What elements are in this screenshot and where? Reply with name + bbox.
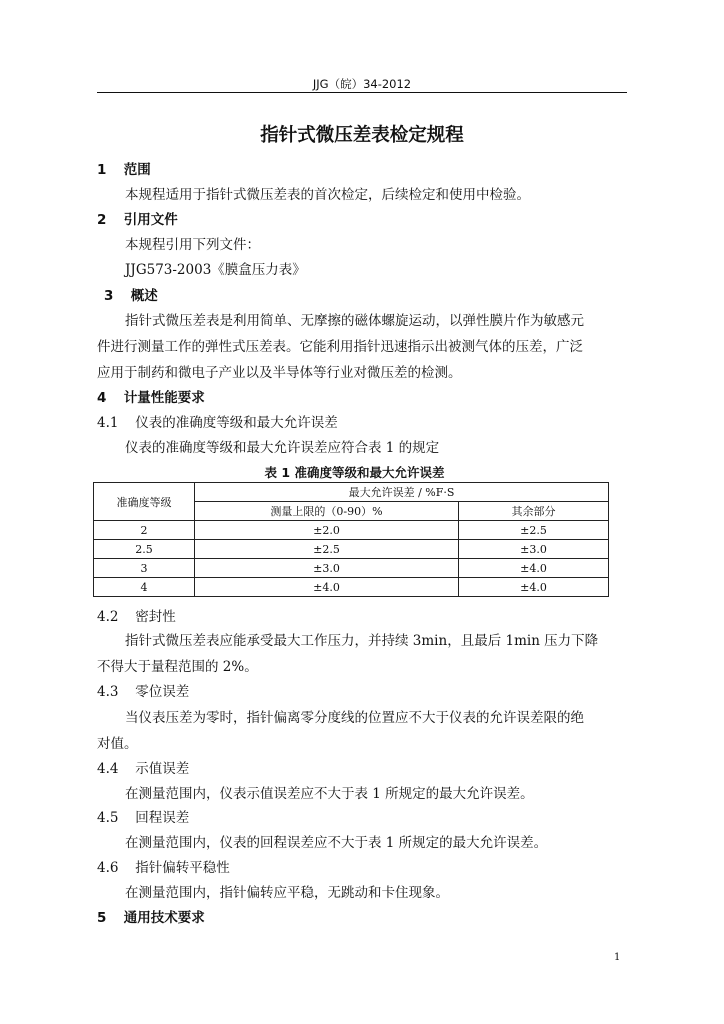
subsection-number: 4.4	[97, 761, 119, 777]
table-caption: 表 1 准确度等级和最大允许误差	[264, 465, 445, 480]
cell-grade: 2	[94, 521, 195, 540]
subsection-4-6-heading	[97, 858, 230, 878]
section-number: 5	[97, 910, 107, 926]
cell-range: ±2.0	[195, 521, 459, 540]
subsection-4-3-line-2: 对值。	[97, 736, 138, 752]
section-1-heading	[97, 160, 151, 180]
header-mpe: 最大允许误差 / %F·S	[195, 483, 609, 502]
cell-rest: ±2.5	[459, 521, 609, 540]
section-title: 计量性能要求	[123, 390, 205, 406]
page-number: 1	[614, 952, 621, 963]
header-range: 测量上限的（0-90）%	[195, 502, 459, 521]
cell-grade: 2.5	[94, 540, 195, 559]
subsection-title: 仪表的准确度等级和最大允许误差	[135, 415, 338, 431]
subsection-4-2-line-2: 不得大于量程范围的 2%。	[97, 659, 258, 675]
section-3-line-3: 应用于制药和微电子产业以及半导体等行业对微压差的检测。	[97, 365, 462, 381]
table-row	[94, 540, 609, 559]
header-rest: 其余部分	[459, 502, 609, 521]
cell-grade: 3	[94, 559, 195, 578]
subsection-number: 4.2	[97, 609, 119, 625]
cell-range: ±2.5	[195, 540, 459, 559]
table-row	[94, 559, 609, 578]
subsection-4-5-text: 在测量范围内，仪表的回程误差应不大于表 1 所规定的最大允许误差。	[125, 835, 548, 851]
section-2-heading	[97, 210, 178, 230]
section-number: 1	[97, 162, 107, 178]
section-3-line-2: 件进行测量工作的弹性式压差表。它能利用指针迅速指示出被测气体的压差，广泛	[97, 339, 583, 355]
running-header: JJG（皖）34-2012	[312, 77, 412, 91]
subsection-number: 4.3	[97, 684, 119, 700]
subsection-number: 4.6	[97, 860, 119, 876]
section-title: 概述	[130, 288, 158, 304]
section-number: 3	[104, 288, 114, 304]
subsection-4-6-text: 在测量范围内，指针偏转应平稳，无跳动和卡住现象。	[125, 885, 449, 901]
subsection-number: 4.1	[97, 415, 119, 431]
cell-rest: ±3.0	[459, 540, 609, 559]
reference-document: JJG573-2003《膜盒压力表》	[125, 262, 306, 278]
cell-rest: ±4.0	[459, 559, 609, 578]
cell-rest: ±4.0	[459, 578, 609, 597]
cell-grade: 4	[94, 578, 195, 597]
section-title: 范围	[123, 162, 151, 178]
accuracy-table	[93, 482, 609, 597]
subsection-title: 密封性	[135, 609, 176, 625]
subsection-title: 示值误差	[135, 761, 190, 777]
subsection-4-2-heading	[97, 607, 176, 627]
subsection-4-2-line-1: 指针式微压差表应能承受最大工作压力，并持续 3min，且最后 1min 压力下降	[125, 633, 599, 649]
subsection-number: 4.5	[97, 810, 119, 826]
header-grade: 准确度等级	[94, 483, 195, 521]
section-2-text: 本规程引用下列文件：	[125, 237, 260, 253]
section-title: 引用文件	[123, 212, 178, 228]
section-4-heading	[97, 388, 205, 408]
document-title: 指针式微压差表检定规程	[260, 125, 464, 146]
subsection-title: 回程误差	[135, 810, 190, 826]
header-rule	[97, 92, 627, 93]
subsection-4-1-text: 仪表的准确度等级和最大允许误差应符合表 1 的规定	[125, 440, 440, 456]
subsection-title: 零位误差	[135, 684, 190, 700]
table-row	[94, 521, 609, 540]
section-5-heading	[97, 908, 205, 928]
section-number: 2	[97, 212, 107, 228]
section-1-text: 本规程适用于指针式微压差表的首次检定，后续检定和使用中检验。	[125, 187, 530, 203]
section-title: 通用技术要求	[123, 910, 205, 926]
section-number: 4	[97, 390, 107, 406]
subsection-4-3-heading	[97, 682, 189, 702]
cell-range: ±3.0	[195, 559, 459, 578]
subsection-4-4-text: 在测量范围内，仪表示值误差应不大于表 1 所规定的最大允许误差。	[125, 786, 534, 802]
subsection-4-1-heading	[97, 413, 338, 433]
table-row	[94, 578, 609, 597]
subsection-4-5-heading	[97, 808, 189, 828]
subsection-4-3-line-1: 当仪表压差为零时，指针偏离零分度线的位置应不大于仪表的允许误差限的绝	[125, 710, 584, 726]
section-3-line-1: 指针式微压差表是利用简单、无摩擦的磁体螺旋运动，以弹性膜片作为敏感元	[125, 313, 584, 329]
subsection-4-4-heading	[97, 759, 189, 779]
section-3-heading	[104, 286, 158, 306]
subsection-title: 指针偏转平稳性	[135, 860, 230, 876]
cell-range: ±4.0	[195, 578, 459, 597]
